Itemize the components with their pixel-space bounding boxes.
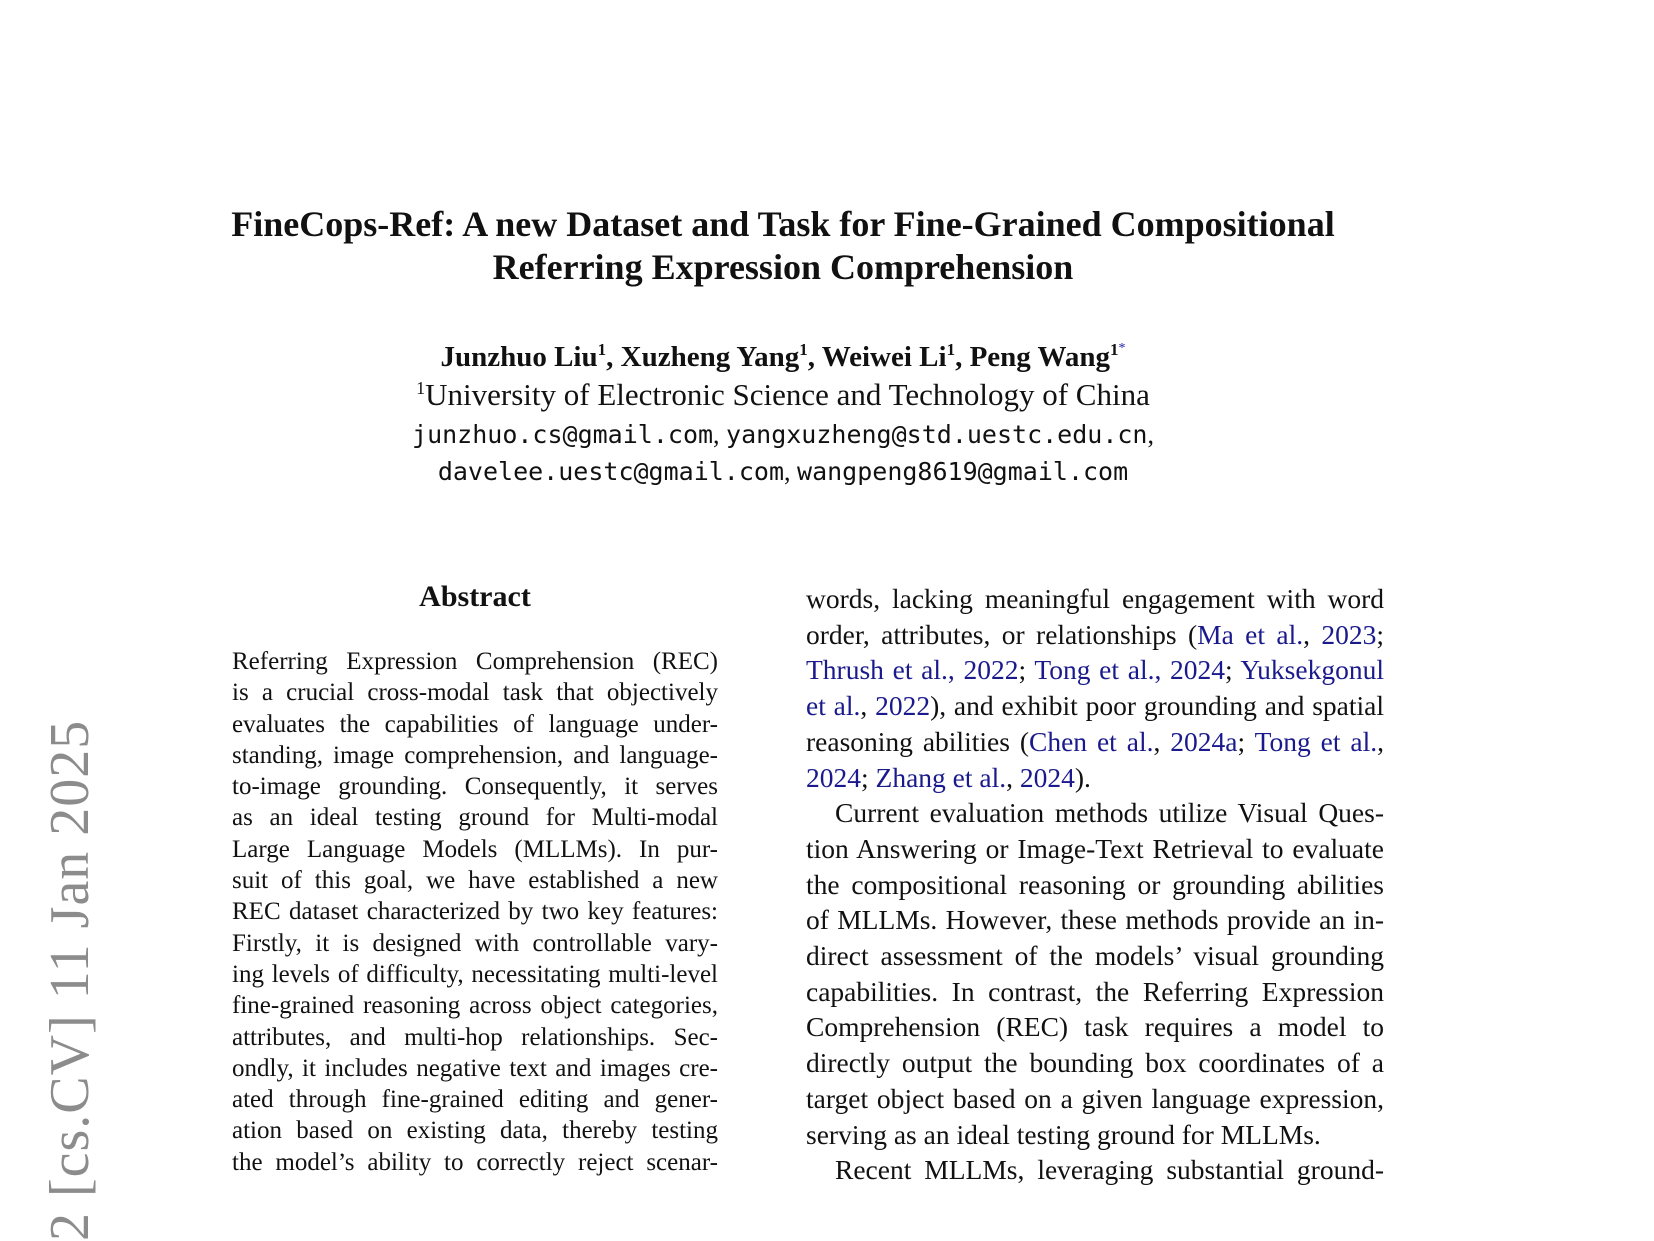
text-line: of MLLMs. However, these methods provide an in- xyxy=(806,904,1384,936)
citation-link[interactable]: 2022 xyxy=(875,690,931,722)
text-line: Comprehension (REC) task requires a model to xyxy=(806,1011,1384,1043)
arxiv-stamp: 2 [cs.CV] 11 Jan 2025 xyxy=(39,719,101,1241)
abstract-line: the model’s ability to correctly reject scenar- xyxy=(232,1148,718,1176)
text-line: order, attributes, or relationships (Ma et al., 2023; xyxy=(806,618,1385,650)
email-list: junzhuo.cs@gmail.com, yangxuzheng@std.uestc.edu.cn, davelee.uestc@gmail.com, wangpeng8619@gmail.com xyxy=(412,420,1154,486)
citation-link[interactable]: 2024 xyxy=(1019,761,1075,793)
author-list: Junzhuo Liu$^1$, Xuzheng Yang$^1$, Weiwei Li$^1$, Peng Wang$^{1*}$ xyxy=(440,340,1126,373)
citation-link[interactable]: Zhang et al. xyxy=(875,761,1007,793)
citation-link[interactable]: 2024a xyxy=(1170,725,1238,757)
paragraph xyxy=(806,581,1384,795)
text-line: Thrush et al., 2022; Tong et al., 2024; Yuksekgonul xyxy=(806,654,1384,686)
paper-title xyxy=(0,203,1566,289)
abstract-line: standing, image comprehension, and language- xyxy=(232,741,718,769)
abstract-line: to-image grounding. Consequently, it serves xyxy=(232,773,718,801)
citation-link[interactable]: Ma et al. xyxy=(1197,618,1304,650)
email: yangxuzheng@std.uestc.edu.cn xyxy=(726,420,1148,449)
citation-link[interactable]: Yuksekgonul xyxy=(1240,654,1384,686)
abstract-heading: Abstract xyxy=(419,580,531,613)
citation-link[interactable]: et al. xyxy=(806,690,861,722)
abstract-line: attributes, and multi-hop relationships. Sec- xyxy=(232,1023,718,1051)
affil-mark: 1 xyxy=(946,340,956,359)
citation-link[interactable]: Chen et al. xyxy=(1029,725,1154,757)
abstract-line: Referring Expression Comprehension (REC) xyxy=(232,648,718,675)
abstract-line: ing levels of difficulty, necessitating multi-level xyxy=(232,960,718,988)
title-line-1: FineCops-Ref: A new Dataset and Task for Fine-Grained Compositional xyxy=(231,204,1335,244)
abstract-line: fine-grained reasoning across object categories, xyxy=(232,992,718,1020)
text-line: directly output the bounding box coordinates of a xyxy=(806,1047,1384,1079)
abstract-body xyxy=(232,646,718,1178)
text-line: Recent MLLMs, leveraging substantial ground- xyxy=(835,1154,1384,1186)
paragraph xyxy=(806,1152,1384,1188)
citation-link[interactable]: 2024 xyxy=(806,761,861,793)
paragraph xyxy=(806,795,1384,1152)
abstract-line: evaluates the capabilities of language under- xyxy=(232,710,718,738)
affil-mark: 1 xyxy=(799,340,808,359)
citation-link[interactable]: 2023 xyxy=(1321,618,1377,650)
text-line: et al., 2022), and exhibit poor grounding and spatial xyxy=(806,690,1385,722)
affil-mark: 1 xyxy=(597,340,607,359)
abstract-line: ondly, it includes negative text and images cre- xyxy=(232,1054,718,1082)
author-name: Junzhuo Liu xyxy=(440,341,598,373)
text-line: capabilities. In contrast, the Referring Expression xyxy=(806,975,1384,1007)
abstract-line: Large Language Models (MLLMs). In pur- xyxy=(232,835,718,863)
abstract-line: ation based on existing data, thereby testing xyxy=(232,1117,718,1145)
affil-mark: 1 xyxy=(416,378,426,398)
text-line: tion Answering or Image-Text Retrieval to evaluate xyxy=(806,832,1384,864)
author-name: Xuzheng Yang xyxy=(620,341,800,373)
text-line: serving as an ideal testing ground for MLLMs. xyxy=(806,1118,1321,1150)
text-line: direct assessment of the models’ visual grounding xyxy=(806,940,1384,972)
email: davelee.uestc@gmail.com xyxy=(437,457,785,486)
abstract-line: as an ideal testing ground for Multi-modal xyxy=(232,804,718,832)
abstract-line: Firstly, it is designed with controllable vary- xyxy=(232,929,718,957)
text-line: reasoning abilities (Chen et al., 2024a; Tong et al., xyxy=(806,725,1384,757)
affiliation xyxy=(0,376,1566,414)
affiliation-text: University of Electronic Science and Technology of China xyxy=(425,377,1150,412)
abstract-line: ated through fine-grained editing and gener- xyxy=(232,1086,718,1114)
title-line-2: Referring Expression Comprehension xyxy=(492,247,1074,287)
email: junzhuo.cs@gmail.com xyxy=(412,420,714,449)
text-line: Current evaluation methods utilize Visual Ques- xyxy=(835,797,1384,829)
text-line: target object based on a given language expression, xyxy=(806,1082,1384,1114)
author-name: Weiwei Li xyxy=(821,341,947,373)
email: wangpeng8619@gmail.com xyxy=(797,457,1129,486)
corresponding-author-link[interactable]: * xyxy=(1118,341,1126,356)
author-name: Peng Wang xyxy=(969,341,1111,373)
abstract-line: suit of this goal, we have established a new xyxy=(232,867,718,895)
right-column xyxy=(806,581,1384,1188)
citation-link[interactable]: Tong et al., 2024 xyxy=(1034,654,1226,686)
text-line: the compositional reasoning or grounding abilities xyxy=(806,868,1384,900)
citation-link[interactable]: Thrush et al., 2022 xyxy=(806,654,1019,686)
abstract-line: REC dataset characterized by two key features: xyxy=(232,898,718,926)
abstract-line: is a crucial cross-modal task that objectively xyxy=(232,679,718,707)
text-line: 2024; Zhang et al., 2024). xyxy=(806,761,1091,793)
affil-mark: 1 xyxy=(1110,340,1119,359)
text-line: words, lacking meaningful engagement with word xyxy=(806,583,1384,614)
citation-link[interactable]: Tong et al. xyxy=(1254,725,1378,757)
